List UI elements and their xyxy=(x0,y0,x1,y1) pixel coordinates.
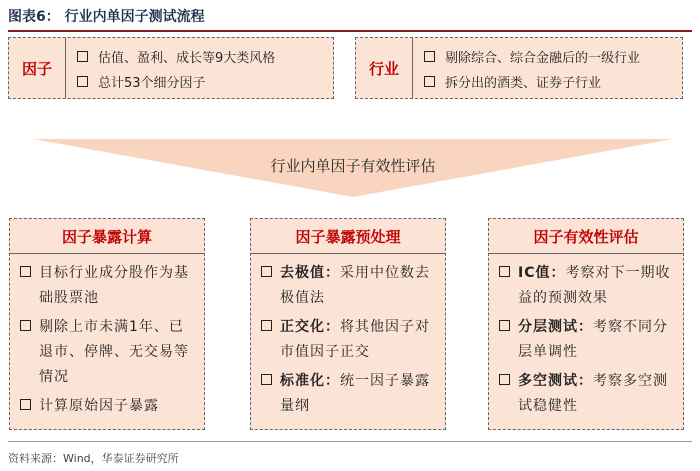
column-title: 因子有效性评估 xyxy=(489,219,683,254)
arrow-label: 行业内单因子有效性评估 xyxy=(270,157,436,175)
factor-item xyxy=(71,44,329,69)
column-title: 因子暴露计算 xyxy=(10,219,204,254)
list-item: 剔除上市未满1年、已退市、停牌、无交易等情况 xyxy=(18,315,198,390)
factor-item-text: 估值、盈利、成长等9大类风格 xyxy=(98,51,276,66)
checkbox-icon xyxy=(20,399,31,410)
industry-item xyxy=(418,44,678,69)
preprocess-box xyxy=(250,218,446,430)
industry-item-text: 剔除综合、综合金融后的一级行业 xyxy=(445,51,641,66)
figure-title: 图表6： 行业内单因子测试流程 xyxy=(8,9,205,25)
checkbox-icon xyxy=(77,76,88,87)
industry-box xyxy=(355,37,683,99)
industry-tag: 行业 xyxy=(356,38,413,98)
figure-title-bar xyxy=(8,6,690,28)
checkbox-icon xyxy=(424,51,435,62)
title-divider xyxy=(8,30,692,32)
checkbox-icon xyxy=(261,266,272,277)
checkbox-icon xyxy=(261,374,272,385)
footer-divider xyxy=(8,441,692,442)
list-item: 去极值：采用中位数去极值法 xyxy=(259,261,439,311)
source-note: 资料来源：Wind，华泰证券研究所 xyxy=(8,452,179,465)
list-item: IC值：考察对下一期收益的预测效果 xyxy=(497,261,677,311)
evaluation-arrow xyxy=(33,139,673,199)
industry-item-text: 拆分出的酒类、证券子行业 xyxy=(445,76,602,91)
factor-box xyxy=(8,37,334,99)
checkbox-icon xyxy=(261,320,272,331)
checkbox-icon xyxy=(77,51,88,62)
list-item: 标准化：统一因子暴露量纲 xyxy=(259,369,439,419)
list-item: 计算原始因子暴露 xyxy=(18,394,198,419)
factor-tag: 因子 xyxy=(9,38,66,98)
factor-item-text: 总计53个细分因子 xyxy=(98,76,206,91)
checkbox-icon xyxy=(20,266,31,277)
effectiveness-box xyxy=(488,218,684,430)
list-item: 目标行业成分股作为基础股票池 xyxy=(18,261,198,311)
factor-item xyxy=(71,69,329,94)
checkbox-icon xyxy=(20,320,31,331)
industry-item xyxy=(418,69,678,94)
list-item: 正交化：将其他因子对市值因子正交 xyxy=(259,315,439,365)
checkbox-icon xyxy=(499,266,510,277)
checkbox-icon xyxy=(499,374,510,385)
list-item: 分层测试：考察不同分层单调性 xyxy=(497,315,677,365)
column-title: 因子暴露预处理 xyxy=(251,219,445,254)
list-item: 多空测试：考察多空测试稳健性 xyxy=(497,369,677,419)
exposure-calc-box xyxy=(9,218,205,430)
checkbox-icon xyxy=(499,320,510,331)
checkbox-icon xyxy=(424,76,435,87)
